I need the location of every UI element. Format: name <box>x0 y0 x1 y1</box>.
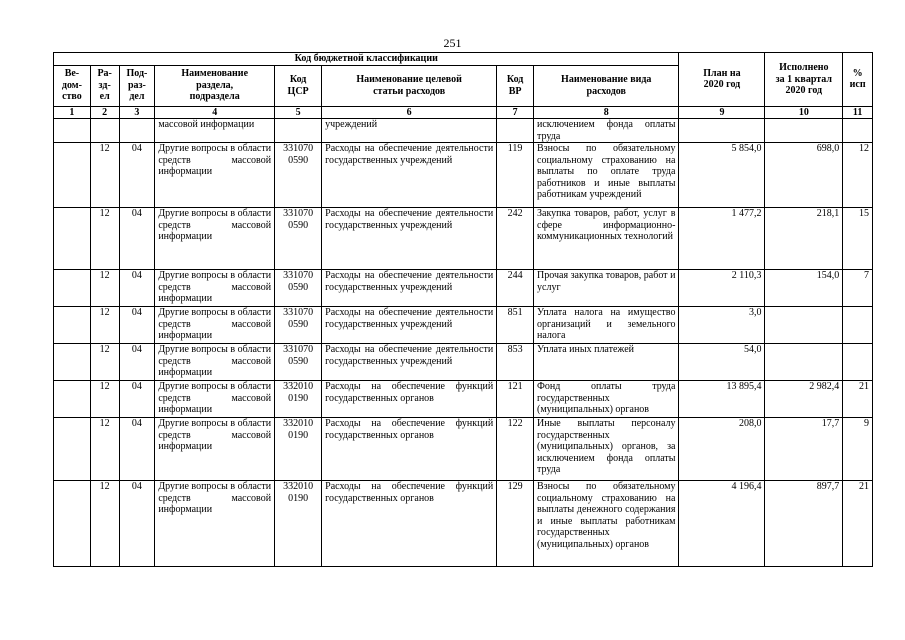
cell-done <box>765 307 843 344</box>
cell-name-target: Расходы на обеспечение деятельности государственных учреждений <box>322 344 497 381</box>
cell-plan: 4 196,4 <box>679 481 765 567</box>
header-budget-classification: Код бюджетной классификации <box>54 53 679 66</box>
cell-kod-vr: 242 <box>497 208 534 270</box>
cell-done: 154,0 <box>765 270 843 307</box>
cell-vedomstvo <box>54 344 91 381</box>
cell-kod-csr: 332010 0190 <box>275 481 322 567</box>
cell-plan: 2 110,3 <box>679 270 765 307</box>
cell-vedomstvo <box>54 143 91 208</box>
column-number: 2 <box>90 106 119 119</box>
cell-razdel: 12 <box>90 481 119 567</box>
cell-name-razdel: Другие вопросы в области средств массовой информации <box>155 344 275 381</box>
cell-name-vid: Взносы по обязательному социальному страхованию на выплаты денежного содержания и иные выплаты работникам государственных (муниципальных) органов <box>534 481 679 567</box>
column-number: 4 <box>155 106 275 119</box>
cell-plan: 5 854,0 <box>679 143 765 208</box>
cell-plan: 54,0 <box>679 344 765 381</box>
table-row <box>54 270 873 307</box>
header-name-razdel: Наименование раздела, подраздела <box>155 65 275 106</box>
cell-podrazdel: 04 <box>119 481 155 567</box>
table-row <box>54 481 873 567</box>
cell-percent: 9 <box>843 418 873 481</box>
cell-vedomstvo <box>54 418 91 481</box>
cell-name-vid: исключением фонда оплаты труда <box>534 119 679 143</box>
cell-kod-csr: 331070 0590 <box>275 143 322 208</box>
column-number: 5 <box>275 106 322 119</box>
header-name-target: Наименование целевой статьи расходов <box>322 65 497 106</box>
table-row <box>54 381 873 418</box>
column-number: 10 <box>765 106 843 119</box>
cell-name-vid: Фонд оплаты труда государственных (муниципальных) органов <box>534 381 679 418</box>
cell-vedomstvo <box>54 208 91 270</box>
cell-name-vid: Иные выплаты персоналу государственных (муниципальных) органов, за исключением фонда оплаты труда <box>534 418 679 481</box>
column-number: 8 <box>534 106 679 119</box>
budget-table <box>53 52 873 567</box>
cell-done: 2 982,4 <box>765 381 843 418</box>
cell-podrazdel: 04 <box>119 143 155 208</box>
cell-podrazdel: 04 <box>119 208 155 270</box>
column-number: 3 <box>119 106 155 119</box>
column-number: 9 <box>679 106 765 119</box>
header-kod-vr: Код ВР <box>497 65 534 106</box>
cell-name-vid: Взносы по обязательному социальному страхованию на выплаты по оплате труда работников и иные выплаты работникам учреждений <box>534 143 679 208</box>
cell-kod-vr: 122 <box>497 418 534 481</box>
cell-name-vid: Уплата налога на имущество организаций и земельного налога <box>534 307 679 344</box>
cell-kod-csr: 331070 0590 <box>275 307 322 344</box>
cell-name-razdel: Другие вопросы в области средств массовой информации <box>155 270 275 307</box>
cell-kod-csr: 331070 0590 <box>275 344 322 381</box>
cell-podrazdel: 04 <box>119 344 155 381</box>
cell-name-razdel: Другие вопросы в области средств массовой информации <box>155 208 275 270</box>
cell-kod-csr: 331070 0590 <box>275 208 322 270</box>
cell-kod-vr: 121 <box>497 381 534 418</box>
table-row <box>54 119 873 143</box>
cell-plan: 208,0 <box>679 418 765 481</box>
cell-podrazdel: 04 <box>119 307 155 344</box>
cell-plan: 1 477,2 <box>679 208 765 270</box>
column-number: 7 <box>497 106 534 119</box>
cell-percent: 15 <box>843 208 873 270</box>
cell-kod-vr: 129 <box>497 481 534 567</box>
header-kod-csr: Код ЦСР <box>275 65 322 106</box>
cell-name-target: Расходы на обеспечение деятельности государственных учреждений <box>322 208 497 270</box>
header-podrazdel: Под- раз- дел <box>119 65 155 106</box>
table-row <box>54 208 873 270</box>
page-number: 251 <box>443 36 462 50</box>
cell-plan: 13 895,4 <box>679 381 765 418</box>
table-row <box>54 307 873 344</box>
cell-percent: 7 <box>843 270 873 307</box>
cell-done: 897,7 <box>765 481 843 567</box>
table-row <box>54 143 873 208</box>
cell-kod-vr: 851 <box>497 307 534 344</box>
cell-razdel: 12 <box>90 208 119 270</box>
cell-vedomstvo <box>54 481 91 567</box>
cell-name-razdel: массовой информации <box>155 119 275 143</box>
cell-plan <box>679 119 765 143</box>
header-plan: План на 2020 год <box>679 53 765 107</box>
cell-razdel: 12 <box>90 418 119 481</box>
cell-kod-csr: 332010 0190 <box>275 418 322 481</box>
cell-name-razdel: Другие вопросы в области средств массовой информации <box>155 481 275 567</box>
column-number: 6 <box>322 106 497 119</box>
cell-vedomstvo <box>54 119 91 143</box>
cell-name-target: Расходы на обеспечение функций государственных органов <box>322 381 497 418</box>
cell-name-target: учреждений <box>322 119 497 143</box>
cell-percent: 21 <box>843 381 873 418</box>
header-vedomstvo: Ве- дом- ство <box>54 65 91 106</box>
cell-kod-vr: 244 <box>497 270 534 307</box>
cell-percent <box>843 119 873 143</box>
cell-done: 698,0 <box>765 143 843 208</box>
cell-podrazdel: 04 <box>119 418 155 481</box>
cell-name-target: Расходы на обеспечение деятельности государственных учреждений <box>322 307 497 344</box>
cell-razdel <box>90 119 119 143</box>
cell-razdel: 12 <box>90 381 119 418</box>
table-row <box>54 344 873 381</box>
cell-percent: 21 <box>843 481 873 567</box>
cell-name-vid: Уплата иных платежей <box>534 344 679 381</box>
cell-vedomstvo <box>54 381 91 418</box>
cell-podrazdel: 04 <box>119 381 155 418</box>
cell-name-target: Расходы на обеспечение функций государственных органов <box>322 481 497 567</box>
cell-kod-csr <box>275 119 322 143</box>
cell-percent <box>843 307 873 344</box>
cell-done: 218,1 <box>765 208 843 270</box>
cell-podrazdel: 04 <box>119 270 155 307</box>
cell-name-vid: Закупка товаров, работ, услуг в сфере информационно-коммуникационных технологий <box>534 208 679 270</box>
cell-kod-vr: 119 <box>497 143 534 208</box>
cell-name-target: Расходы на обеспечение деятельности государственных учреждений <box>322 143 497 208</box>
cell-plan: 3,0 <box>679 307 765 344</box>
cell-percent: 12 <box>843 143 873 208</box>
cell-razdel: 12 <box>90 307 119 344</box>
cell-name-target: Расходы на обеспечение деятельности государственных учреждений <box>322 270 497 307</box>
cell-vedomstvo <box>54 270 91 307</box>
cell-kod-vr: 853 <box>497 344 534 381</box>
cell-name-vid: Прочая закупка товаров, работ и услуг <box>534 270 679 307</box>
cell-name-razdel: Другие вопросы в области средств массовой информации <box>155 381 275 418</box>
cell-name-razdel: Другие вопросы в области средств массовой информации <box>155 307 275 344</box>
cell-kod-csr: 331070 0590 <box>275 270 322 307</box>
column-number-row <box>54 106 873 119</box>
cell-vedomstvo <box>54 307 91 344</box>
cell-razdel: 12 <box>90 270 119 307</box>
cell-name-razdel: Другие вопросы в области средств массовой информации <box>155 143 275 208</box>
cell-razdel: 12 <box>90 344 119 381</box>
header-done: Исполнено за 1 квартал 2020 год <box>765 53 843 107</box>
header-razdel: Ра- зд- ел <box>90 65 119 106</box>
cell-podrazdel <box>119 119 155 143</box>
header-name-vid: Наименование вида расходов <box>534 65 679 106</box>
cell-razdel: 12 <box>90 143 119 208</box>
table-row <box>54 418 873 481</box>
header-percent: % исп <box>843 53 873 107</box>
cell-name-razdel: Другие вопросы в области средств массовой информации <box>155 418 275 481</box>
cell-name-target: Расходы на обеспечение функций государственных органов <box>322 418 497 481</box>
cell-kod-vr <box>497 119 534 143</box>
column-number: 1 <box>54 106 91 119</box>
cell-done <box>765 344 843 381</box>
cell-done: 17,7 <box>765 418 843 481</box>
cell-done <box>765 119 843 143</box>
column-number: 11 <box>843 106 873 119</box>
cell-percent <box>843 344 873 381</box>
cell-kod-csr: 332010 0190 <box>275 381 322 418</box>
